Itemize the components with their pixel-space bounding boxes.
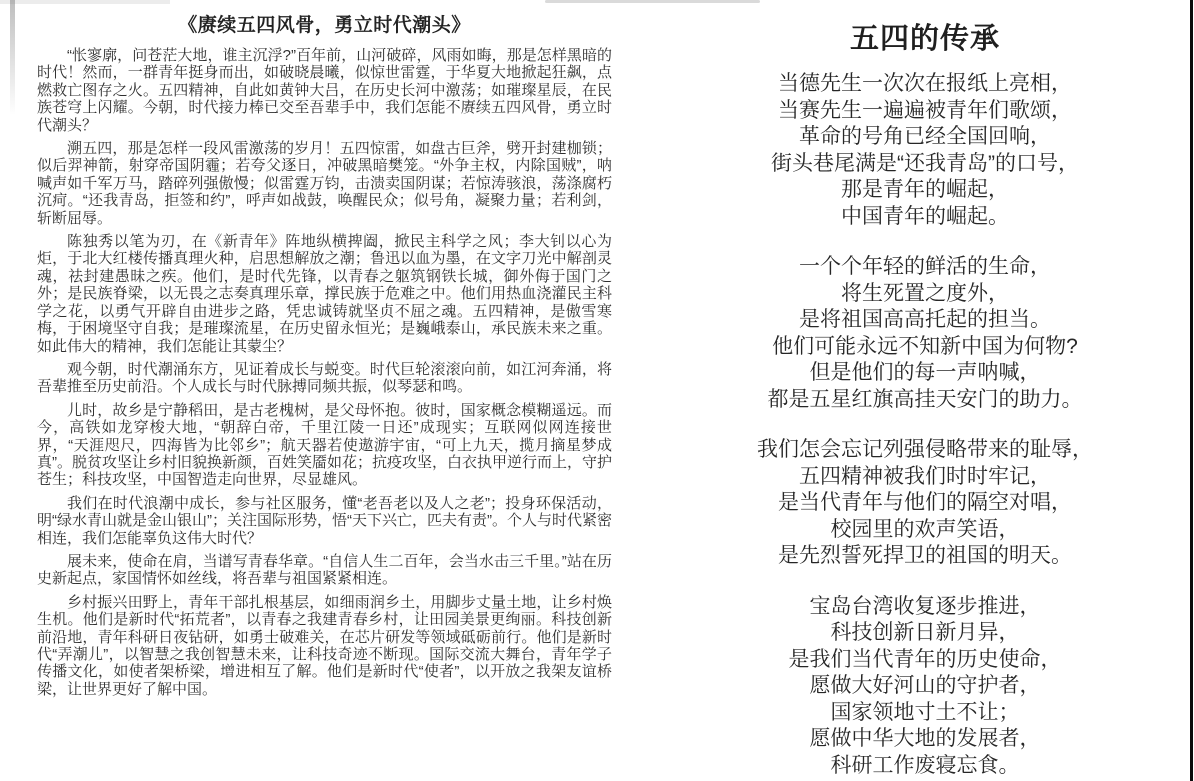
left-edge-shadow (10, 0, 15, 115)
poem-page (663, 8, 1187, 781)
poem-line: 愿做大好河山的守护者， (809, 674, 1041, 697)
essay-title: 《赓续五四风骨，勇立时代潮头》 (178, 15, 471, 36)
top-edge-smudge (545, 0, 760, 3)
poem-line: 国家领地寸土不让； (830, 700, 1020, 724)
poem-line: 是将祖国高高托起的担当。 (799, 308, 1051, 331)
poem-line: 我们怎会忘记列强侵略带来的耻辱， (757, 438, 1093, 461)
poem-line: 是当代青年与他们的隔空对唱， (778, 491, 1072, 514)
essay-paragraph-8: 乡村振兴田野上，青年干部扎根基层，如细雨润乡土，用脚步丈量土地，让乡村焕生机。他们是新时代“拓荒者”，以青春之我建青春乡村，让田园美景更绚丽。科技创新前沿地，青年科研日夜钻研，如勇士破难关，在芯片研发等领域砥砺前行。他们是新时代“弄潮儿”，以智慧之我创智慧未来，让科技奇迹不断现。国际交流大舞台，青年学子传播文化，如使者架桥梁，增进相互了解。他们是新时代“使者”，以开放之我架友谊桥梁，让世界更好了解中国。 (37, 593, 612, 698)
poem-line: 当德先生一次次在报纸上亮相， (778, 72, 1072, 95)
essay-paragraph-7: 展未来，使命在肩，当谱写青春华章。“自信人生二百年，会当水击三千里。”站在历史新起点，家国情怀如丝线，将吾辈与祖国紧紧相连。 (37, 552, 612, 588)
essay-paragraph-2: 溯五四，那是怎样一段风雷激荡的岁月！五四惊雷，如盘古巨斧，劈开封建枷锁；似后羿神箭，射穿帝国阴霾；若夸父逐日，冲破黑暗樊笼。“外争主权，内除国贼”，呐喊声如千军万马，踏碎列强傲慢；似雷霆万钧，击溃卖国阴谋；若惊涛骇浪，荡涤腐朽沉疴。“还我青岛，拒签和约”，呼声如战鼓，唤醒民众；似号角，凝聚力量；若利剑，斩断屈辱。 (37, 140, 612, 227)
poem-line: 但是他们的每一声呐喊， (809, 361, 1041, 384)
poem-line: 科技创新日新月异， (830, 621, 1020, 644)
poem-line: 当赛先生一遍遍被青年们歌颂， (778, 98, 1072, 122)
poem-stanza-2 (663, 254, 1187, 413)
poem-line: 是先烈誓死捍卫的祖国的明天。 (778, 544, 1072, 567)
poem-line: 他们可能永远不知新中国为何物? (772, 334, 1078, 358)
poem-line: 一个个年轻的鲜活的生命， (799, 255, 1051, 278)
poem-line: 都是五星红旗高挂天安门的助力。 (767, 387, 1083, 411)
poem-line: 校园里的欢声笑语， (830, 517, 1020, 541)
poem-line: 中国青年的崛起。 (841, 204, 1009, 228)
poem-line: 那是青年的崛起， (841, 178, 1009, 201)
poem-line: 科研工作废寝忘食。 (830, 753, 1020, 777)
poem-stanza-1 (663, 71, 1187, 230)
essay-paragraph-5: 儿时，故乡是宁静稻田，是古老槐树，是父母怀抱。彼时，国家概念模糊遥远。而今，高铁如龙穿梭大地，“朝辞白帝，千里江陵一日还”成现实；互联网似网连接世界，“天涯咫尺，四海皆为比邻乡”；航天器若使遨游宇宙，“可上九天，揽月摘星梦成真”。脱贫攻坚让乡村旧貌换新颜，百姓笑靥如花；抗疫攻坚，白衣执甲逆行而上，守护苍生；科技攻坚，中国智造走向世界，尽显雄风。 (37, 401, 612, 489)
top-left-edge-smudge (0, 0, 170, 4)
poem-line: 街头巷尾满是“还我青岛”的口号， (771, 151, 1079, 175)
essay-paragraph-1: “怅寥廓，问苍茫大地，谁主沉浮?”百年前，山河破碎，风雨如晦，那是怎样黑暗的时代！然而，一群青年挺身而出，如破晓晨曦，似惊世雷霆，于华夏大地掀起狂飙，点燃救亡图存之火。五四精神，自此如黄钟大吕，在历史长河中激荡；如璀璨星辰，在民族苍穹上闪耀。今朝，时代接力棒已交至吾辈手中，我们怎能不赓续五四风骨，勇立时代潮头？ (37, 47, 612, 134)
poem-line: 是我们当代青年的历史使命， (788, 647, 1062, 671)
poem-line: 宝岛台湾收复逐步推进， (809, 594, 1041, 618)
essay-page (37, 6, 612, 704)
essay-paragraph-6: 我们在时代浪潮中成长，参与社区服务，懂“老吾老以及人之老”；投身环保活动，明“绿水青山就是金山银山”；关注国际形势，悟“天下兴亡，匹夫有责”。个人与时代紧密相连，我们怎能辜负这伟大时代？ (37, 494, 612, 547)
poem-line: 将生死置之度外， (841, 281, 1009, 305)
right-edge-line (1190, 0, 1193, 781)
essay-paragraph-4: 观今朝，时代潮涌东方，见证着成长与蜕变。时代巨轮滚滚向前，如江河奔涌，将吾辈推至历史前沿。个人成长与时代脉搏同频共振，似琴瑟和鸣。 (37, 360, 612, 396)
poem-title: 五四的传承 (849, 23, 1000, 55)
poem-line: 愿做中华大地的发展者， (809, 727, 1041, 750)
poem-line: 五四精神被我们时时牢记， (799, 464, 1051, 488)
poem-stanza-3 (663, 437, 1187, 570)
poem-stanza-4 (663, 594, 1187, 780)
essay-paragraph-3: 陈独秀以笔为刃，在《新青年》阵地纵横捭阖，掀民主科学之风；李大钊以心为炬，于北大红楼传播真理火种，启思想解放之潮；鲁迅以血为墨，在文字刀光中解剖灵魂，祛封建愚昧之疾。他们，是时代先锋，以青春之躯筑钢铁长城，御外侮于国门之外；是民族脊梁，以无畏之志奏真理乐章，撑民族于危难之中。他们用热血浇灌民主科学之花，以勇气开辟自由进步之路，凭忠诚铸就坚贞不屈之魂。五四精神，是傲雪寒梅，于困境坚守自我；是璀璨流星，在历史留永恒光；是巍峨泰山，承民族未来之重。如此伟大的精神，我们怎能让其蒙尘？ (37, 233, 612, 355)
poem-line: 革命的号角已经全国回响， (799, 125, 1051, 148)
